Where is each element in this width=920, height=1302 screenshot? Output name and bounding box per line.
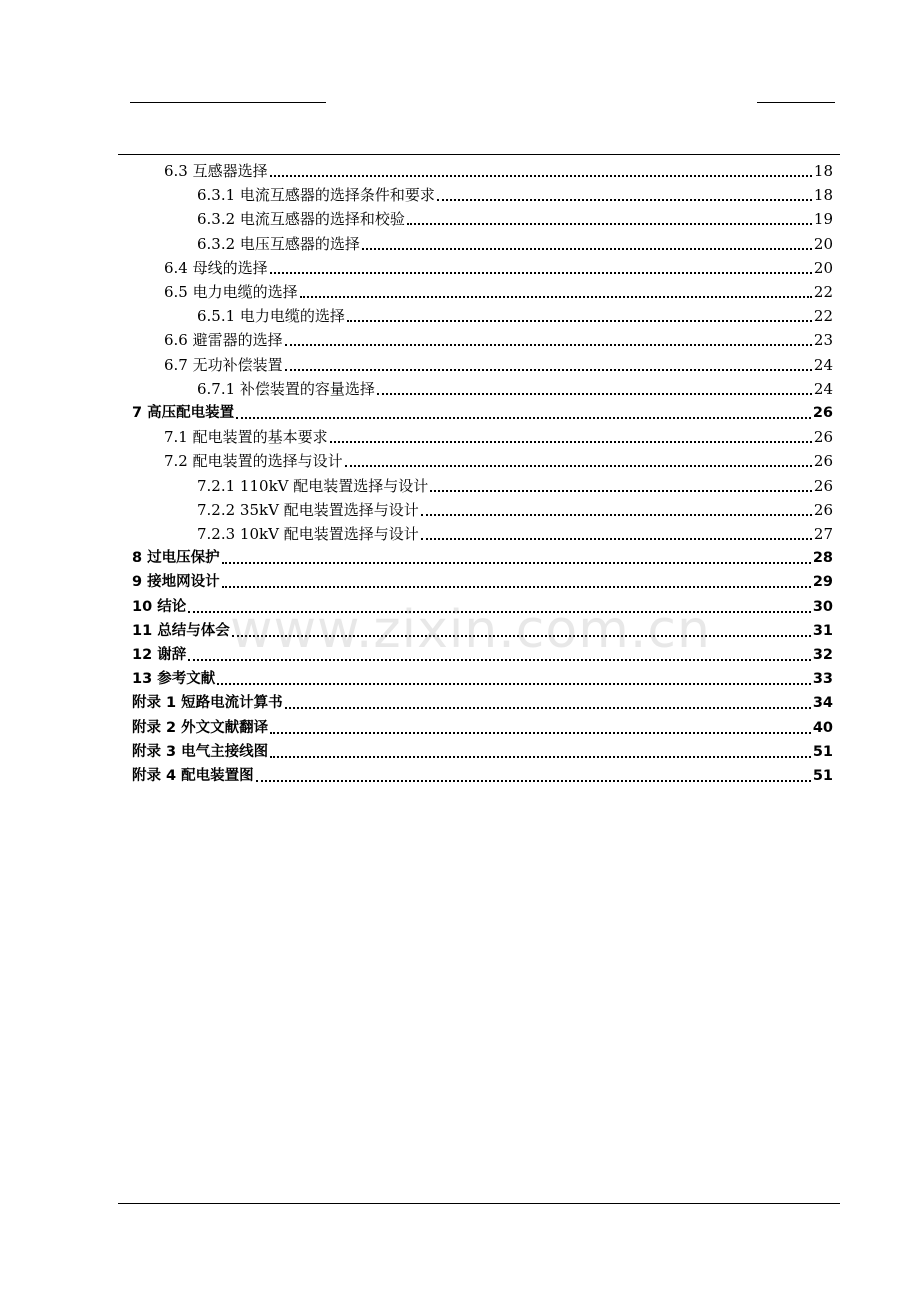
toc-entry-page: 19 bbox=[813, 210, 833, 228]
toc-entry-title: 6.3.1 电流互感器的选择条件和要求 bbox=[197, 186, 435, 204]
toc-dot-leader bbox=[222, 562, 811, 564]
toc-dot-leader bbox=[377, 393, 812, 395]
toc-dot-leader bbox=[407, 223, 812, 225]
toc-dot-leader bbox=[188, 611, 811, 613]
toc-dot-leader bbox=[421, 514, 812, 516]
toc-dot-leader bbox=[330, 441, 812, 443]
toc-entry[interactable] bbox=[197, 497, 833, 519]
toc-entry-page: 22 bbox=[813, 307, 833, 325]
toc-dot-leader bbox=[188, 659, 811, 661]
toc-entry[interactable] bbox=[164, 327, 833, 349]
toc-entry[interactable] bbox=[197, 376, 833, 398]
toc-entry-page: 24 bbox=[813, 380, 833, 398]
toc-entry[interactable] bbox=[132, 400, 833, 422]
toc-entry-title: 7.2 配电装置的选择与设计 bbox=[164, 452, 343, 470]
toc-entry[interactable] bbox=[132, 666, 833, 688]
toc-entry-page: 51 bbox=[812, 744, 833, 760]
toc-entry-page: 51 bbox=[812, 768, 833, 784]
toc-dot-leader bbox=[285, 344, 812, 346]
toc-entry-page: 26 bbox=[813, 452, 833, 470]
toc-entry-page: 28 bbox=[812, 550, 833, 566]
toc-entry[interactable] bbox=[132, 618, 833, 640]
toc-entry-title: 13 参考文献 bbox=[132, 671, 216, 687]
toc-entry[interactable] bbox=[197, 303, 833, 325]
toc-entry[interactable] bbox=[132, 642, 833, 664]
toc-dot-leader bbox=[256, 780, 811, 782]
toc-entry[interactable] bbox=[132, 569, 833, 591]
toc-entry-page: 33 bbox=[812, 671, 833, 687]
toc-dot-leader bbox=[222, 586, 811, 588]
toc-dot-leader bbox=[347, 320, 812, 322]
toc-entry-title: 8 过电压保护 bbox=[132, 550, 220, 566]
header-rule-right bbox=[757, 102, 835, 103]
toc-entry-title: 7.2.1 110kV 配电装置选择与设计 bbox=[197, 477, 429, 495]
toc-entry[interactable] bbox=[132, 594, 833, 616]
toc-entry-page: 40 bbox=[812, 720, 833, 736]
toc-entry[interactable] bbox=[197, 521, 833, 543]
toc-entry-title: 附录 2 外文文献翻译 bbox=[132, 720, 269, 736]
toc-dot-leader bbox=[430, 490, 812, 492]
toc-entry-title: 7.2.3 10kV 配电装置选择与设计 bbox=[197, 525, 419, 543]
toc-dot-leader bbox=[300, 296, 812, 298]
toc-dot-leader bbox=[270, 756, 811, 758]
toc-entry-page: 30 bbox=[812, 599, 833, 615]
toc-entry-page: 18 bbox=[813, 186, 833, 204]
toc-entry-title: 7.1 配电装置的基本要求 bbox=[164, 428, 328, 446]
toc-entry-title: 6.7.1 补偿装置的容量选择 bbox=[197, 380, 375, 398]
toc-entry-title: 6.4 母线的选择 bbox=[164, 259, 268, 277]
header-rule-left bbox=[130, 102, 326, 103]
toc-dot-leader bbox=[232, 635, 811, 637]
toc-entry-title: 附录 3 电气主接线图 bbox=[132, 744, 269, 760]
toc-entry-page: 26 bbox=[813, 428, 833, 446]
toc-entry-title: 6.5 电力电缆的选择 bbox=[164, 283, 298, 301]
toc-entry-title: 12 谢辞 bbox=[132, 647, 187, 663]
toc-entry-title: 6.3.2 电压互感器的选择 bbox=[197, 235, 360, 253]
toc-entry[interactable] bbox=[132, 763, 833, 785]
toc-entry-page: 24 bbox=[813, 356, 833, 374]
toc-dot-leader bbox=[345, 465, 812, 467]
toc-dot-leader bbox=[270, 272, 812, 274]
watermark: www.zixin.com.cn bbox=[230, 600, 711, 660]
toc-entry-title: 6.7 无功补偿装置 bbox=[164, 356, 283, 374]
toc-entry-page: 34 bbox=[812, 695, 833, 711]
toc-entry-page: 26 bbox=[813, 501, 833, 519]
toc-entry-page: 23 bbox=[813, 331, 833, 349]
toc-entry[interactable] bbox=[197, 206, 833, 228]
toc-entry[interactable] bbox=[164, 158, 833, 180]
toc-dot-leader bbox=[421, 538, 812, 540]
toc-entry-title: 附录 1 短路电流计算书 bbox=[132, 695, 283, 711]
toc-entry[interactable] bbox=[164, 352, 833, 374]
toc-entry-page: 22 bbox=[813, 283, 833, 301]
toc-entry[interactable] bbox=[197, 182, 833, 204]
toc-entry-title: 6.6 避雷器的选择 bbox=[164, 331, 283, 349]
toc-entry-title: 7 高压配电装置 bbox=[132, 405, 235, 421]
toc-dot-leader bbox=[437, 199, 812, 201]
toc-entry-page: 20 bbox=[813, 259, 833, 277]
toc-entry-page: 18 bbox=[813, 162, 833, 180]
toc-entry[interactable] bbox=[164, 279, 833, 301]
toc-entry-page: 20 bbox=[813, 235, 833, 253]
toc-entry[interactable] bbox=[132, 545, 833, 567]
toc-entry-title: 6.3 互感器选择 bbox=[164, 162, 268, 180]
toc-entry-page: 31 bbox=[812, 623, 833, 639]
toc-entry-title: 6.5.1 电力电缆的选择 bbox=[197, 307, 345, 325]
footer-divider bbox=[118, 1203, 840, 1204]
toc-entry-title: 6.3.2 电流互感器的选择和校验 bbox=[197, 210, 405, 228]
toc-entry[interactable] bbox=[197, 473, 833, 495]
header-divider bbox=[118, 154, 840, 155]
toc-entry[interactable] bbox=[132, 690, 833, 712]
toc-dot-leader bbox=[270, 175, 812, 177]
toc-entry-page: 26 bbox=[813, 477, 833, 495]
toc-dot-leader bbox=[236, 417, 811, 419]
toc-dot-leader bbox=[285, 369, 812, 371]
toc-entry[interactable] bbox=[164, 424, 833, 446]
toc-entry[interactable] bbox=[132, 715, 833, 737]
toc-entry[interactable] bbox=[164, 448, 833, 470]
toc-entry-title: 附录 4 配电装置图 bbox=[132, 768, 254, 784]
toc-entry-page: 27 bbox=[813, 525, 833, 543]
toc-dot-leader bbox=[217, 683, 811, 685]
toc-entry-page: 32 bbox=[812, 647, 833, 663]
toc-entry-page: 26 bbox=[812, 405, 833, 421]
toc-dot-leader bbox=[285, 707, 811, 709]
toc-entry-title: 9 接地网设计 bbox=[132, 574, 220, 590]
toc-dot-leader bbox=[270, 732, 811, 734]
toc-entry[interactable] bbox=[164, 255, 833, 277]
toc-entry[interactable] bbox=[197, 231, 833, 253]
toc-dot-leader bbox=[362, 248, 812, 250]
toc-entry-title: 7.2.2 35kV 配电装置选择与设计 bbox=[197, 501, 419, 519]
toc-entry-title: 10 结论 bbox=[132, 599, 187, 615]
toc-entry-title: 11 总结与体会 bbox=[132, 623, 230, 639]
toc-entry-page: 29 bbox=[812, 574, 833, 590]
toc-entry[interactable] bbox=[132, 739, 833, 761]
